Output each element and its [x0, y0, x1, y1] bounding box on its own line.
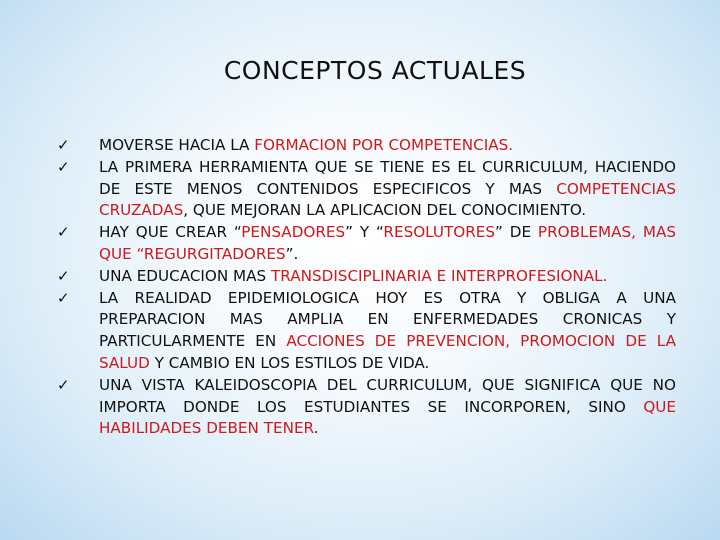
checkmark-icon: ✓	[57, 266, 70, 285]
checkmark-icon: ✓	[57, 157, 70, 176]
bullet-item	[40, 288, 676, 375]
text-run: HAY QUE CREAR “	[99, 223, 242, 242]
highlight-text: RESOLUTORES	[383, 223, 496, 242]
highlight-text: PROBLEMAS, MAS QUE “REGURGITADORES	[99, 223, 677, 263]
text-run: ”.	[285, 244, 299, 263]
bullet-text	[99, 136, 513, 154]
bullet-item	[40, 266, 676, 288]
highlight-text: COMPETENCIAS CRUZADAS	[99, 179, 676, 220]
text-run: UNA EDUCACION MAS	[99, 266, 272, 285]
bullet-item	[40, 157, 676, 222]
highlight-text: QUE HABILIDADES DEBEN TENER	[99, 397, 676, 438]
checkmark-icon: ✓	[57, 375, 70, 394]
highlight-text: ACCIONES DE PREVENCION, PROMOCION DE LA SALUD	[99, 332, 676, 372]
text-run: ” Y “	[345, 223, 384, 242]
highlight-text: TRANSDISCIPLINARIA E INTERPROFESIONAL.	[271, 266, 608, 285]
checkmark-icon: ✓	[57, 288, 70, 307]
bullet-text	[99, 376, 676, 438]
text-run: LA PRIMERA HERRAMIENTA QUE SE TIENE ES EL CURRICULUM, HACIENDO DE ESTE MENOS CONTENIDOS ESPECIFICOS Y MAS	[99, 157, 676, 198]
checkmark-icon: ✓	[57, 136, 70, 154]
bullet-item	[40, 375, 676, 440]
bullet-text	[99, 267, 607, 285]
bullet-item	[40, 135, 676, 157]
bullet-text	[99, 289, 676, 372]
text-run: ” DE	[495, 223, 538, 242]
slide-title: CONCEPTOS ACTUALES	[223, 56, 527, 85]
checkmark-icon: ✓	[57, 223, 70, 242]
text-run: MOVERSE HACIA LA	[99, 136, 255, 154]
bullet-item	[40, 222, 676, 266]
highlight-text: PENSADORES	[241, 223, 346, 242]
text-run: .	[313, 419, 319, 438]
highlight-text: FORMACION POR COMPETENCIAS.	[254, 136, 514, 154]
text-run: , QUE MEJORAN LA APLICACION DEL CONOCIMIENTO.	[183, 201, 587, 220]
text-run: Y CAMBIO EN LOS ESTILOS DE VIDA.	[149, 353, 430, 372]
bullet-list	[40, 135, 676, 440]
bullet-text	[99, 223, 676, 263]
text-run: UNA VISTA KALEIDOSCOPIA DEL CURRICULUM, QUE SIGNIFICA QUE NO IMPORTA DONDE LOS ESTUDIANTES SE INCORPOREN, SINO	[99, 375, 676, 416]
text-run: LA REALIDAD EPIDEMIOLOGICA HOY ES OTRA Y OBLIGA A UNA PREPARACION MAS AMPLIA EN ENFERMEDADES CRONICAS Y PARTICULARMENTE EN	[99, 288, 676, 351]
bullet-text	[99, 158, 676, 220]
